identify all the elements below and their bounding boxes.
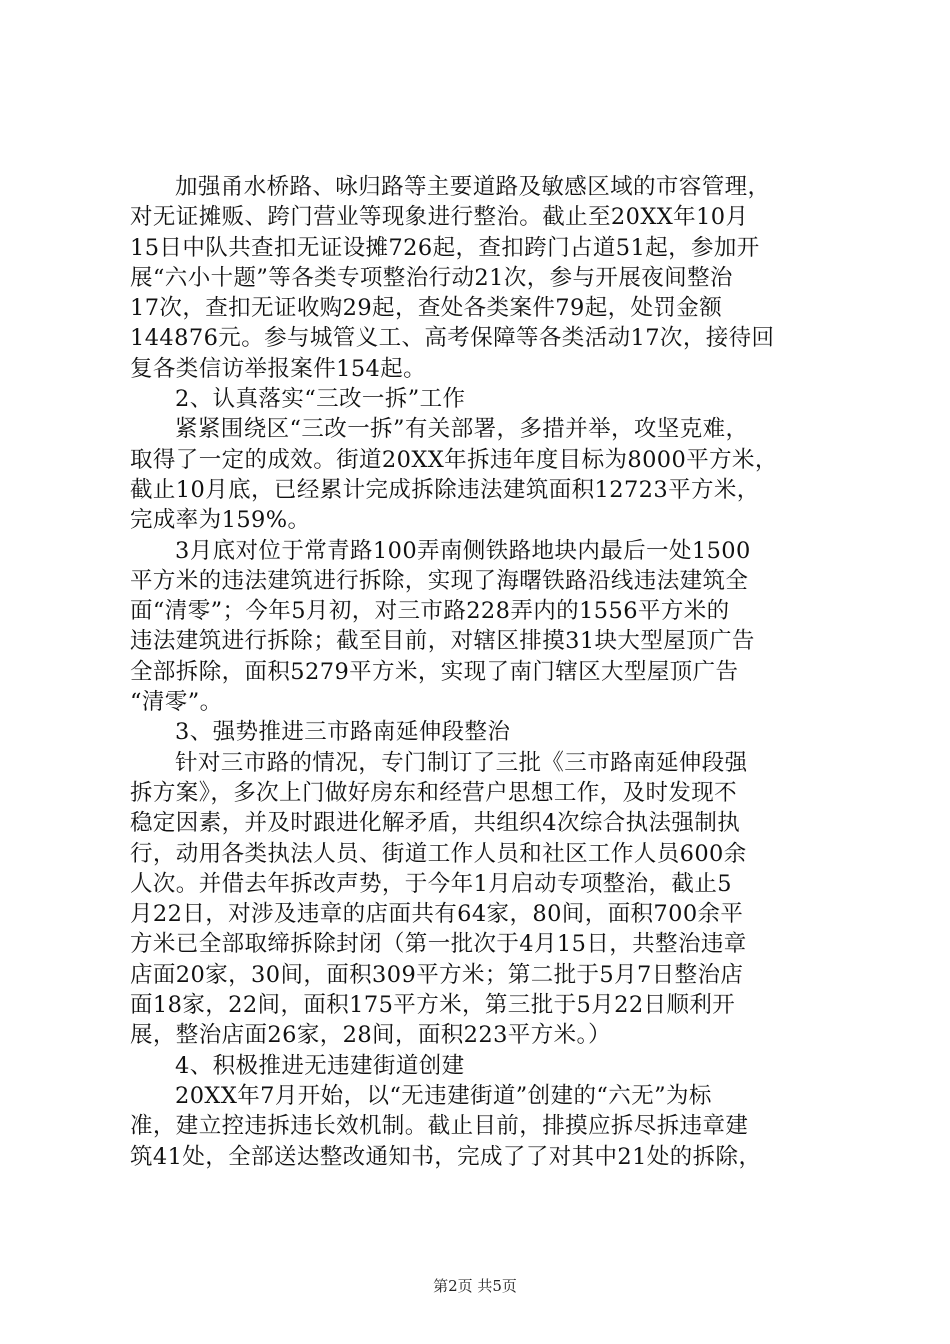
document-body [130, 172, 830, 1172]
paragraph-line: 人次。并借去年拆改声势，于今年1月启动专项整治，截止5 [130, 870, 732, 897]
paragraph-line: 拆方案》，多次上门做好房东和经营户思想工作，及时发现不 [130, 779, 738, 806]
paragraph-line: 面“清零”；今年5月初，对三市路228弄内的1556平方米的 [130, 598, 730, 625]
paragraph-line: 行，动用各类执法人员、街道工作人员和社区工作人员600余 [130, 840, 747, 867]
page-number-footer: 第2页 共5页 [433, 1277, 517, 1295]
paragraph-line: 15日中队共查扣无证设摊726起，查扣跨门占道51起，参加开 [130, 234, 760, 261]
paragraph-line: 20XX年7月开始，以“无违建街道”创建的“六无”为标 [175, 1082, 712, 1109]
paragraph-line: 展“六小十题”等各类专项整治行动21次，参与开展夜间整治 [130, 264, 733, 291]
paragraph-line: 违法建筑进行拆除；截至目前，对辖区排摸31块大型屋顶广告 [130, 628, 755, 655]
paragraph-line: 准，建立控违拆违长效机制。截止目前，排摸应拆尽拆违章建 [130, 1113, 749, 1140]
paragraph-line: 方米已全部取缔拆除封闭（第一批次于4月15日，共整治违章 [130, 931, 747, 958]
paragraph-line: 复各类信访举报案件154起。 [130, 355, 427, 382]
paragraph-line: 17次，查扣无证收购29起，查处各类案件79起，处罚金额 [130, 295, 723, 322]
paragraph-line: 3月底对位于常青路100弄南侧铁路地块内最后一处1500 [175, 537, 751, 564]
section-heading: 2、认真落实“三改一拆”工作 [175, 386, 466, 413]
paragraph-line: 取得了一定的成效。街道20XX年拆违年度目标为8000平方米， [130, 446, 778, 473]
paragraph-line: 144876元。参与城管义工、高考保障等各类活动17次，接待回 [130, 325, 775, 352]
paragraph-line: 店面20家，30间，面积309平方米；第二批于5月7日整治店 [130, 961, 744, 988]
paragraph-line: 月22日，对涉及违章的店面共有64家，80间，面积700余平 [130, 901, 744, 928]
paragraph-line: 稳定因素，并及时跟进化解矛盾，共组织4次综合执法强制执 [130, 810, 741, 837]
paragraph-line: 紧紧围绕区“三改一拆”有关部署，多措并举，攻坚克难， [175, 416, 749, 443]
paragraph-line: 面18家，22间，面积175平方米，第三批于5月22日顺利开 [130, 992, 736, 1019]
paragraph-line: “清零”。 [130, 689, 223, 716]
paragraph-line: 展，整治店面26家，28间，面积223平方米。） [130, 1022, 612, 1049]
paragraph-line: 全部拆除，面积5279平方米，实现了南门辖区大型屋顶广告 [130, 658, 739, 685]
paragraph-line: 筑41处，全部送达整改通知书，完成了了对其中21处的拆除， [130, 1143, 762, 1170]
paragraph-line: 截止10月底，已经累计完成拆除违法建筑面积12723平方米， [130, 476, 760, 503]
paragraph-line: 针对三市路的情况，专门制订了三批《三市路南延伸段强 [175, 749, 748, 776]
section-heading: 3、强势推进三市路南延伸段整治 [175, 719, 511, 746]
paragraph-line: 完成率为159%。 [130, 507, 311, 534]
section-heading: 4、积极推进无违建街道创建 [175, 1052, 465, 1079]
paragraph-line: 平方米的违法建筑进行拆除，实现了海曙铁路沿线违法建筑全 [130, 567, 749, 594]
paragraph-line: 对无证摊贩、跨门营业等现象进行整治。截止至20XX年10月 [130, 204, 749, 231]
paragraph-line: 加强甬水桥路、咏归路等主要道路及敏感区域的市容管理， [175, 174, 771, 200]
